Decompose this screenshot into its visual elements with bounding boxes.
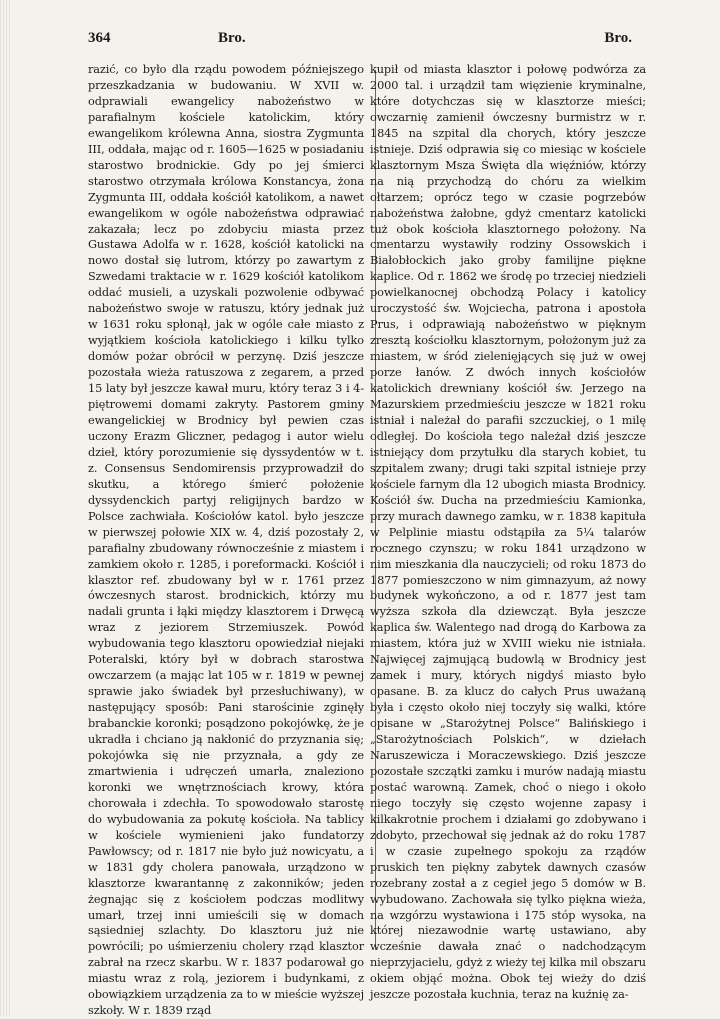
left-column [88, 62, 364, 1018]
left-column-text: razić, co było dla rządu powodem późniejszego przeszkadzania w budowaniu. W XVII w. odprawiali ewangelicy nabożeństwo w parafialnym kościele katolickim, który ewangelikom królewna Anna, siostra Zygmunta III, oddała, mając od r. 1605—1625 w posiadaniu starostwo brodnickie. Gdy po jej śmierci starostwo otrzymała królowa Konstancya, żona Zygmunta III, oddała kościół katolikom, a nawet ewangelikom w ogóle nabożeństwa odprawiać zakazała; lecz po zdobyciu miasta przez Gustawa Adolfa w r. 1628, kościół katolicki na nowo dostał się lutrom, którzy po zawartym z Szwedami traktacie w r. 1629 kościół katolikom oddać musieli, a uzyskali pozwolenie odbywać nabożeństwo swoje w ratuszu, który jednak już w 1631 roku spłonął, jak w ogóle całe miasto z wyjątkiem kościoła katolickiego i kilku tylko domów pożar obrócił w perzynę. Dziś jeszcze pozostała wieża ratuszowa z zegarem, a przed 15 laty był jeszcze kawał muru, który teraz 3 i 4-piętrowemi domami zakryty. Pastorem gminy ewangelickiej w Brodnicy był pewien czas uczony Erazm Gliczner, pedagog i autor wielu dzieł, który porozumienie się dyssydentów w t. z. Consensus Sendomirensis przyprowadził do skutku, a którego śmierć położenie dyssydenckich partyj religijnych bardzo w Polsce zachwiała. Kościołów katol. było jeszcze w pierwszej połowie XIX w. 4, dziś pozostały 2, parafialny zbudowany równocześnie z miastem i zamkiem około r. 1285, i poreformacki. Kościół i klasztor ref. zbudowany był w r. 1761 przez ówczesnych starost. brodnickich, którzy mu nadali grunta i łąki między klasztorem i Drwęcą wraz z jeziorem Strzemiuszek. Powód wybudowania tego klasztoru opowiedział niejaki Poteralski, który był w dobrach starostwa owczarzem (a mając lat 105 w r. 1819 w pewnej sprawie jako świadek był przesłuchiwany), w następujący sposób: Pani starościnie zginęły brabanckie koronki; posądzono pokojówkę, że je ukradła i chciano ją nakłonić do przyznania się; pokojówka się nie przyznała, a gdy ze zmartwienia i udręczeń umarła, znaleziono koronki we wnętrznościach krowy, która chorowała i zdechła. To spowodowało starostę do wybudowania za pokutę kościoła. Na tablicy w kościele wymienieni jako fundatorzy Pawłowscy; od r. 1817 nie było już nowicyatu, a w 1831 gdy cholera panowała, urządzono w klasztorze kwarantannę z zakonników; jeden żegnając się z kościołem podczas modlitwy umarł, trzej inni umieścili się w domach sąsiedniej szlachty. Do klasztoru już nie powrócili; po uśmierzeniu cholery rząd klasztor zabrał na rzecz skarbu. W r. 1837 podarował go miastu wraz z rolą, jeziorem i budynkami, z obowiązkiem urządzenia za to w mieście wyższej szkoły. W r. 1839 rząd [88, 63, 364, 1018]
right-column [370, 62, 646, 1002]
page-number: 364 [88, 30, 111, 46]
header-left-title: Bro. [218, 30, 246, 46]
header-right-title: Bro. [604, 30, 632, 46]
text-columns [88, 62, 646, 1018]
right-column-text: kupił od miasta klasztor i połowę podwórza za 2000 tal. i urządził tam więzienie kryminalne, które dotychczas się w klasztorze mieści; owczarnię zamienił ówczesny burmistrz w r. 1845 na szpital dla chorych, który jeszcze istnieje. Dziś odprawia się co miesiąc w kościele klasztornym Msza Święta dla więźniów, którzy na nią przychodzą do chóru za wielkim ołtarzem; oprócz tego w czasie pogrzebów nabożeństwa żałobne, gdyż cmentarz katolicki tuż obok kościoła klasztornego położony. Na cmentarzu wystawiły rodziny Ossowskich i Białobłockich jako groby familijne piękne kaplice. Od r. 1862 we środę po trzeciej niedzieli powielkanocnej obchodzą Polacy i katolicy uroczystość św. Wojciecha, patrona i apostoła Prus, i odprawiają nabożeństwo w pięknym zresztą kościołku klasztornym, położonym już za miastem, w śród zielenięjących się już w owej porze łanów. Z dwóch innych kościołów katolickich drewniany kościół św. Jerzego na Mazurskiem przedmieściu jeszcze w 1821 roku istniał i należał do parafii szczuckiej, o 1 milę odległej. Do kościoła tego należał dziś jeszcze istniejący dom przytułku dla starych kobiet, tu szpitalem zwany; drugi taki szpital istnieje przy kościele farnym dla 12 ubogich miasta Brodnicy. Kościół św. Ducha na przedmieściu Kamionka, przy murach dawnego zamku, w r. 1838 kapituła w Pelplinie miastu odstąpiła za 5¼ talarów rocznego czynszu; w roku 1841 urządzono w nim mieszkania dla nauczycieli; od roku 1873 do 1877 pomieszczono w nim gimnazyum, aż nowy budynek wykończono, a od r. 1877 jest tam wyższa szkoła dla dziewcząt. Była jeszcze kaplica św. Walentego nad drogą do Karbowa za miastem, która już w XVIII wieku nie istniała. Najwięcej zajmującą budowlą w Brodnicy jest zamek i mury, których nigdyś miasto było opasane. B. za klucz do całych Prus uważaną była i często około niej toczyły się walki, które opisane w „Starożytnej Polsce“ Balińskiego i „Starożytnościach Polskich“, w dziełach Naruszewicza i Moraczewskiego. Dziś jeszcze pozostałe szczątki zamku i murów nadają miastu postać warowną. Zamek, choć o niego i około niego toczyły się często wojenne zapasy i kilkakrotnie prochem i działami go zdobywano i zdobyto, przechował się jednak aż do roku 1787 i w czasie zupełnego spokoju za rządów pruskich ten piękny zabytek dawnych czasów rozebrany został a z cegieł jego 5 domów w B. wybudowano. Zachowała się tylko piękna wieża, na wzgórzu wystawiona i 175 stóp wysoka, na której niezawodnie wartę ustawiano, aby wcześnie dawała znać o nadchodzącym nieprzyjacielu, gdyż z wieży tej kilka mil obszaru okiem objąć można. Obok tej wieży do dziś jeszcze pozostała kuchnia, teraz na kuźnię za- [370, 63, 646, 1002]
running-header [88, 30, 646, 52]
page-binding-edge [0, 0, 10, 1016]
